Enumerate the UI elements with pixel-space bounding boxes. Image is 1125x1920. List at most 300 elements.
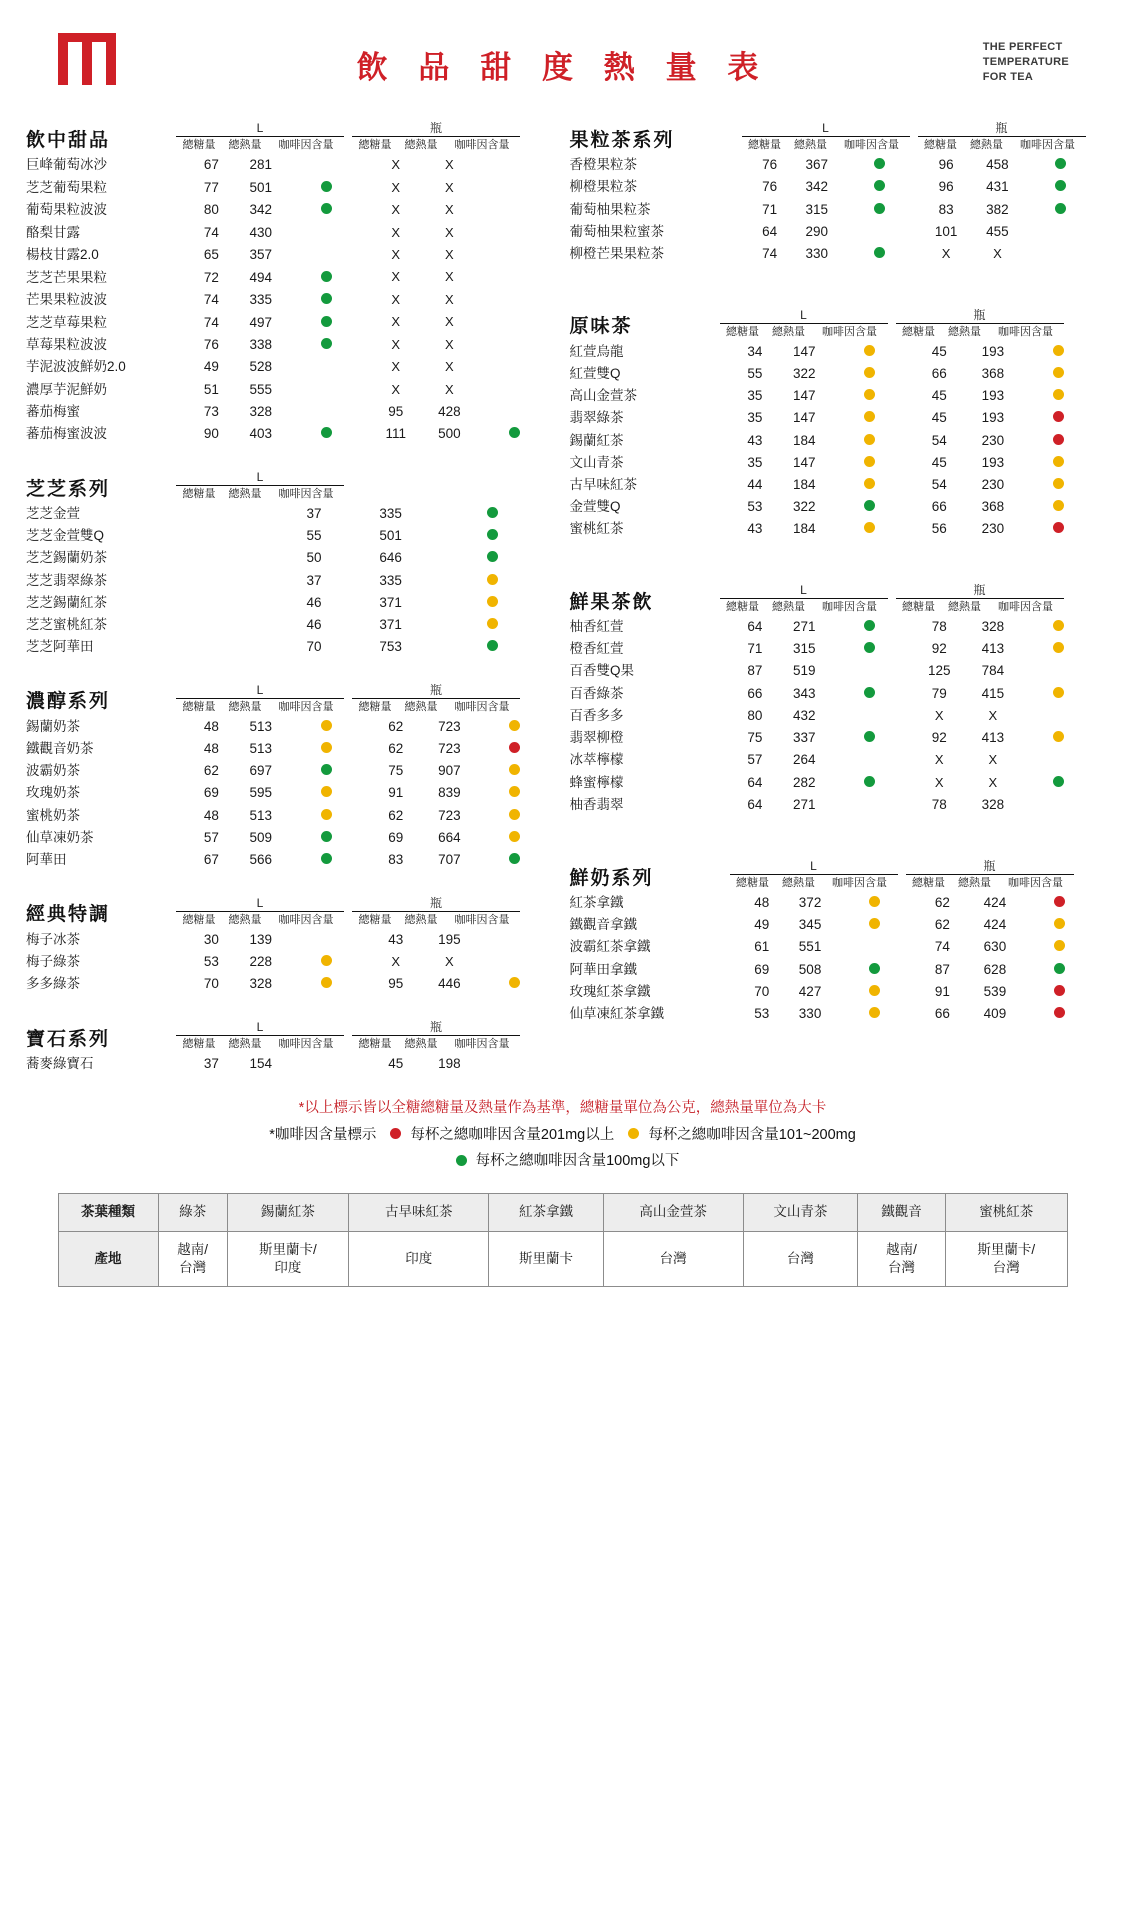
item-calorie-l: 494 bbox=[249, 269, 272, 285]
caffeine-dot-icon bbox=[1055, 158, 1066, 169]
item-name: 芒果果粒波波 bbox=[26, 292, 107, 308]
brand-tagline-line3: FOR TEA bbox=[982, 70, 1034, 83]
item-calorie-l: 281 bbox=[249, 157, 272, 173]
item-sugar-l: 64 bbox=[747, 774, 763, 790]
item-name: 蜂蜜檸檬 bbox=[569, 774, 624, 790]
caffeine-dot-icon bbox=[864, 478, 875, 489]
item-caffeine-bottle bbox=[1019, 892, 1099, 914]
col-header-sugar: 總糖量 bbox=[748, 139, 781, 152]
item-caffeine-l bbox=[285, 288, 366, 310]
table-fruit-grain bbox=[570, 154, 1100, 265]
table-fresh-fruit bbox=[570, 616, 1100, 816]
page-header bbox=[26, 0, 1099, 112]
item-caffeine-l bbox=[429, 547, 556, 569]
item-sugar-l: 35 bbox=[747, 410, 763, 426]
size-group-label: 瓶 bbox=[896, 584, 1064, 599]
not-available: X bbox=[445, 269, 454, 285]
item-calorie-l: 697 bbox=[249, 763, 272, 779]
table-row bbox=[26, 760, 556, 782]
legend-yellow-dot-icon bbox=[628, 1128, 639, 1139]
item-calorie-bottle: 198 bbox=[438, 1056, 461, 1072]
table-row bbox=[26, 715, 556, 737]
item-calorie-bottle: 368 bbox=[981, 499, 1005, 515]
item-caffeine-l bbox=[285, 266, 366, 288]
not-available: X bbox=[391, 953, 401, 969]
item-calorie-l: 338 bbox=[249, 336, 272, 352]
item-calorie-bottle: 455 bbox=[986, 223, 1009, 239]
item-caffeine-bottle bbox=[474, 973, 556, 995]
item-sugar-l: 48 bbox=[203, 741, 219, 757]
item-sugar-bottle: 96 bbox=[938, 157, 954, 173]
caffeine-dot-icon bbox=[869, 1007, 880, 1018]
item-name: 紅萱雙Q bbox=[569, 366, 621, 382]
item-sugar-bottle bbox=[367, 221, 425, 243]
item-calorie-bottle bbox=[425, 288, 474, 310]
section-gem bbox=[26, 1021, 556, 1075]
size-group-label: L bbox=[176, 122, 344, 137]
item-calorie-l: 271 bbox=[792, 797, 816, 813]
not-available: X bbox=[988, 752, 998, 768]
item-name: 文山青茶 bbox=[569, 454, 624, 470]
item-sugar-bottle: 95 bbox=[388, 404, 404, 420]
item-caffeine-l bbox=[285, 154, 366, 176]
item-calorie-bottle: 193 bbox=[981, 410, 1005, 426]
item-caffeine-l bbox=[285, 738, 366, 760]
item-caffeine-bottle bbox=[474, 848, 556, 870]
item-calorie-bottle: 723 bbox=[438, 741, 461, 757]
item-sugar-bottle: 62 bbox=[934, 895, 950, 911]
item-calorie-bottle: 415 bbox=[981, 685, 1005, 701]
table-row bbox=[570, 242, 1100, 264]
not-available: X bbox=[445, 359, 454, 375]
col-header-calorie: 總熱量 bbox=[782, 877, 815, 890]
table-gem bbox=[26, 1053, 556, 1075]
table-row bbox=[26, 973, 556, 995]
item-caffeine-l bbox=[829, 638, 910, 660]
table-row bbox=[26, 221, 556, 243]
not-available: X bbox=[445, 202, 454, 218]
caffeine-dot-icon bbox=[864, 731, 875, 742]
item-caffeine-bottle bbox=[474, 333, 556, 355]
caffeine-dot-icon bbox=[864, 522, 875, 533]
item-sugar-l: 76 bbox=[762, 157, 778, 173]
item-caffeine-l bbox=[285, 928, 366, 950]
caffeine-dot-icon bbox=[487, 529, 498, 540]
caffeine-dot-icon bbox=[321, 293, 332, 304]
item-calorie-bottle bbox=[425, 154, 474, 176]
item-caffeine-bottle bbox=[474, 1053, 556, 1075]
item-sugar-bottle: 66 bbox=[931, 499, 947, 515]
table-row bbox=[570, 616, 1100, 638]
item-sugar-bottle: 78 bbox=[931, 619, 947, 635]
item-caffeine-l bbox=[840, 242, 918, 264]
item-calorie-l: 343 bbox=[792, 685, 816, 701]
item-name: 柚香翡翠 bbox=[569, 797, 624, 813]
item-caffeine-bottle bbox=[1017, 794, 1099, 816]
item-sugar-bottle bbox=[910, 749, 968, 771]
item-name: 芝芝金萱 bbox=[26, 506, 80, 522]
item-calorie-bottle: 458 bbox=[986, 157, 1009, 173]
table-row bbox=[26, 525, 556, 547]
item-calorie-l: 432 bbox=[792, 707, 816, 723]
col-header-calorie: 總熱量 bbox=[970, 139, 1003, 152]
item-name: 仙草凍紅茶拿鐵 bbox=[569, 1005, 664, 1021]
table-row bbox=[26, 244, 556, 266]
not-available: X bbox=[391, 291, 401, 307]
table-row bbox=[26, 1053, 556, 1075]
item-caffeine-l bbox=[829, 771, 910, 793]
not-available: X bbox=[988, 774, 998, 790]
caffeine-dot-icon bbox=[1054, 896, 1065, 907]
item-caffeine-l bbox=[285, 401, 366, 423]
item-sugar-bottle: 96 bbox=[938, 179, 954, 195]
caffeine-dot-icon bbox=[487, 551, 498, 562]
item-sugar-bottle: 92 bbox=[931, 730, 947, 746]
item-calorie-l: 342 bbox=[249, 202, 272, 218]
section-title-nongchun: 濃醇系列 bbox=[26, 691, 111, 713]
col-header-sugar: 總糖量 bbox=[912, 877, 945, 890]
col-header-calorie: 總熱量 bbox=[228, 913, 262, 926]
col-header-sugar: 總糖量 bbox=[182, 700, 216, 713]
item-caffeine-bottle bbox=[1019, 1002, 1099, 1024]
caffeine-dot-icon bbox=[864, 434, 875, 445]
item-caffeine-l bbox=[285, 311, 366, 333]
item-sugar-l: 73 bbox=[203, 404, 219, 420]
item-calorie-l: 147 bbox=[792, 410, 816, 426]
item-caffeine-l bbox=[429, 569, 556, 591]
item-caffeine-bottle bbox=[1017, 385, 1099, 407]
origin-tea-type: 古早味紅茶 bbox=[349, 1194, 489, 1231]
item-sugar-l: 43 bbox=[747, 521, 763, 537]
item-calorie-bottle: 230 bbox=[981, 476, 1005, 492]
item-calorie-l: 228 bbox=[249, 954, 272, 970]
caffeine-dot-icon bbox=[864, 456, 875, 467]
item-calorie-l: 342 bbox=[805, 179, 829, 195]
item-calorie-l: 328 bbox=[249, 404, 272, 420]
item-caffeine-bottle bbox=[474, 199, 556, 221]
origin-place: 越南/ 台灣 bbox=[857, 1231, 945, 1286]
item-caffeine-bottle bbox=[474, 738, 556, 760]
item-calorie-bottle: 230 bbox=[981, 432, 1005, 448]
caffeine-dot-icon bbox=[1053, 522, 1064, 533]
item-sugar-l: 76 bbox=[762, 179, 778, 195]
col-header-calorie: 總熱量 bbox=[228, 700, 262, 713]
caffeine-dot-icon bbox=[1053, 500, 1064, 511]
not-available: X bbox=[391, 314, 401, 330]
col-header-caffeine: 咖啡因含量 bbox=[1020, 139, 1075, 152]
item-caffeine-l bbox=[840, 176, 918, 198]
item-name: 芝芝葡萄果粒 bbox=[26, 179, 107, 195]
item-sugar-bottle: 45 bbox=[931, 454, 947, 470]
item-calorie-bottle: 368 bbox=[981, 366, 1005, 382]
item-sugar-bottle bbox=[910, 704, 968, 726]
caffeine-dot-icon bbox=[487, 618, 498, 629]
table-row bbox=[570, 154, 1100, 176]
caffeine-dot-icon bbox=[869, 896, 880, 907]
item-sugar-l: 69 bbox=[203, 785, 219, 801]
caffeine-dot-icon bbox=[509, 742, 520, 753]
col-header-calorie: 總熱量 bbox=[948, 325, 981, 338]
item-name: 古早味紅茶 bbox=[569, 476, 637, 492]
item-sugar-bottle: 54 bbox=[931, 476, 947, 492]
item-caffeine-bottle bbox=[474, 928, 556, 950]
caffeine-dot-icon bbox=[509, 720, 520, 731]
col-header-sugar: 總糖量 bbox=[358, 913, 392, 926]
not-available: X bbox=[391, 224, 401, 240]
item-name: 錫蘭紅茶 bbox=[569, 432, 624, 448]
item-sugar-bottle: 125 bbox=[927, 663, 951, 679]
item-sugar-l: 64 bbox=[747, 619, 763, 635]
item-calorie-l: 184 bbox=[792, 432, 816, 448]
item-caffeine-l bbox=[285, 221, 366, 243]
table-row bbox=[570, 914, 1100, 936]
item-sugar-l: 35 bbox=[747, 454, 763, 470]
item-calorie-bottle: 628 bbox=[983, 961, 1007, 977]
item-calorie-l: 753 bbox=[379, 639, 402, 655]
item-calorie-bottle bbox=[425, 311, 474, 333]
page-title: 飲 品 甜 度 熱 量 表 bbox=[356, 50, 769, 86]
item-name: 芋泥波波鮮奶2.0 bbox=[26, 359, 126, 375]
item-caffeine-bottle bbox=[474, 401, 556, 423]
item-calorie-l: 345 bbox=[798, 917, 822, 933]
table-row bbox=[26, 826, 556, 848]
table-row bbox=[570, 473, 1100, 495]
table-row bbox=[570, 176, 1100, 198]
caffeine-dot-icon bbox=[1054, 963, 1065, 974]
legend-green-text: 每杯之總咖啡因含量100mg以下 bbox=[475, 1153, 680, 1170]
col-header-caffeine: 咖啡因含量 bbox=[278, 139, 334, 152]
origin-type-row bbox=[58, 1194, 1067, 1231]
item-sugar-l: 43 bbox=[747, 432, 763, 448]
item-calorie-l: 335 bbox=[379, 506, 402, 522]
item-sugar-l: 67 bbox=[203, 851, 219, 867]
item-sugar-bottle: 45 bbox=[931, 388, 947, 404]
right-column bbox=[570, 112, 1100, 1030]
col-header-sugar: 總糖量 bbox=[358, 700, 392, 713]
item-caffeine-bottle bbox=[1017, 682, 1099, 704]
caffeine-dot-icon bbox=[487, 507, 498, 518]
item-caffeine-l bbox=[829, 660, 910, 682]
item-caffeine-l bbox=[840, 198, 918, 220]
size-group-label: L bbox=[720, 584, 888, 599]
item-sugar-bottle: 83 bbox=[938, 201, 954, 217]
not-available: X bbox=[941, 245, 951, 261]
item-calorie-l: 501 bbox=[249, 179, 272, 195]
caffeine-dot-icon bbox=[1053, 367, 1064, 378]
table-row bbox=[26, 950, 556, 972]
item-sugar-bottle: 62 bbox=[388, 741, 404, 757]
item-calorie-l: 322 bbox=[792, 366, 816, 382]
item-sugar-bottle bbox=[367, 333, 425, 355]
item-name: 葡萄果粒波波 bbox=[26, 202, 107, 218]
item-name: 仙草凍奶茶 bbox=[26, 829, 94, 845]
item-name: 柳橙芒果果粒茶 bbox=[569, 245, 664, 261]
table-row bbox=[570, 1002, 1100, 1024]
caffeine-dot-icon bbox=[321, 786, 332, 797]
item-sugar-l: 67 bbox=[203, 157, 219, 173]
table-row bbox=[570, 638, 1100, 660]
item-calorie-l: 371 bbox=[379, 616, 402, 632]
item-name: 翡翠柳橙 bbox=[569, 730, 624, 746]
caffeine-dot-icon bbox=[321, 853, 332, 864]
col-header-calorie: 總熱量 bbox=[404, 1038, 438, 1051]
caffeine-dot-icon bbox=[321, 977, 332, 988]
item-caffeine-l bbox=[829, 407, 910, 429]
brand-tagline bbox=[983, 40, 1069, 85]
brand-tagline-line2: TEMPERATURE bbox=[982, 55, 1069, 68]
item-caffeine-bottle bbox=[1017, 727, 1099, 749]
item-sugar-l: 74 bbox=[203, 224, 219, 240]
caffeine-dot-icon bbox=[321, 831, 332, 842]
table-row bbox=[570, 385, 1100, 407]
item-calorie-l: 509 bbox=[249, 829, 272, 845]
item-caffeine-l bbox=[834, 980, 914, 1002]
col-header-caffeine: 咖啡因含量 bbox=[822, 325, 877, 338]
size-group-label: 瓶 bbox=[352, 684, 520, 699]
not-available: X bbox=[445, 314, 454, 330]
item-caffeine-l bbox=[285, 715, 366, 737]
caffeine-dot-icon bbox=[864, 642, 875, 653]
item-sugar-l: 53 bbox=[747, 499, 763, 515]
not-available: X bbox=[391, 336, 401, 352]
item-calorie-l: 501 bbox=[379, 528, 402, 544]
caffeine-dot-icon bbox=[509, 977, 520, 988]
item-calorie-l: 322 bbox=[792, 499, 816, 515]
section-nongchun bbox=[26, 684, 556, 871]
size-group-label: 瓶 bbox=[906, 860, 1074, 875]
item-name: 錫蘭奶茶 bbox=[26, 718, 80, 734]
item-calorie-bottle: 784 bbox=[981, 663, 1005, 679]
item-calorie-l: 290 bbox=[805, 223, 829, 239]
origin-tea-type: 鐵觀音 bbox=[857, 1194, 945, 1231]
origin-row-header-type: 茶葉種類 bbox=[58, 1194, 158, 1231]
item-name: 柳橙果粒茶 bbox=[569, 179, 637, 195]
not-available: X bbox=[391, 269, 401, 285]
item-sugar-bottle: 111 bbox=[385, 426, 407, 442]
item-caffeine-bottle bbox=[1017, 518, 1099, 540]
item-caffeine-l bbox=[829, 340, 910, 362]
caffeine-dot-icon bbox=[864, 411, 875, 422]
size-group-label: L bbox=[742, 122, 910, 137]
item-calorie-bottle: 839 bbox=[438, 785, 461, 801]
item-calorie-bottle bbox=[425, 221, 474, 243]
item-calorie-bottle bbox=[425, 244, 474, 266]
item-calorie-bottle: 328 bbox=[981, 619, 1005, 635]
caffeine-dot-icon bbox=[321, 742, 332, 753]
item-sugar-l: 66 bbox=[747, 685, 763, 701]
col-header-caffeine: 咖啡因含量 bbox=[822, 601, 877, 614]
item-sugar-bottle bbox=[367, 176, 425, 198]
not-available: X bbox=[445, 179, 454, 195]
item-caffeine-bottle bbox=[1017, 496, 1099, 518]
item-caffeine-l bbox=[834, 914, 914, 936]
item-sugar-bottle bbox=[367, 266, 425, 288]
col-header-calorie: 總熱量 bbox=[958, 877, 991, 890]
item-sugar-bottle: 62 bbox=[388, 718, 404, 734]
item-sugar-bottle bbox=[367, 311, 425, 333]
item-calorie-l: 147 bbox=[792, 343, 816, 359]
caffeine-dot-icon bbox=[1053, 642, 1064, 653]
col-header-caffeine: 咖啡因含量 bbox=[998, 601, 1053, 614]
item-calorie-l: 315 bbox=[792, 641, 816, 657]
item-caffeine-l bbox=[829, 385, 910, 407]
not-available: X bbox=[445, 381, 454, 397]
caffeine-dot-icon bbox=[1053, 434, 1064, 445]
item-calorie-bottle: 195 bbox=[438, 931, 461, 947]
item-calorie-bottle bbox=[425, 266, 474, 288]
caffeine-dot-icon bbox=[874, 203, 885, 214]
item-sugar-l: 34 bbox=[747, 343, 763, 359]
table-row bbox=[26, 333, 556, 355]
item-name: 鐵觀音奶茶 bbox=[26, 741, 94, 757]
item-sugar-bottle: 45 bbox=[931, 343, 947, 359]
item-calorie-bottle bbox=[425, 333, 474, 355]
caffeine-dot-icon bbox=[1055, 203, 1066, 214]
table-row bbox=[570, 451, 1100, 473]
col-header-sugar: 總糖量 bbox=[902, 325, 935, 338]
col-header-sugar: 總糖量 bbox=[924, 139, 957, 152]
item-caffeine-bottle bbox=[1017, 704, 1099, 726]
size-group-label: 瓶 bbox=[918, 122, 1086, 137]
col-header-sugar: 總糖量 bbox=[358, 1038, 392, 1051]
origin-place: 斯里蘭卡/ 印度 bbox=[227, 1231, 348, 1286]
item-name: 波霸紅茶拿鐵 bbox=[569, 939, 651, 955]
item-caffeine-l bbox=[829, 727, 910, 749]
item-sugar-l: 35 bbox=[747, 388, 763, 404]
item-caffeine-l bbox=[829, 616, 910, 638]
item-sugar-l: 49 bbox=[203, 359, 219, 375]
table-drink-dessert bbox=[26, 154, 556, 445]
item-calorie-bottle bbox=[968, 704, 1017, 726]
item-sugar-l: 77 bbox=[203, 179, 219, 195]
col-header-caffeine: 咖啡因含量 bbox=[454, 700, 510, 713]
item-sugar-bottle: 91 bbox=[934, 983, 950, 999]
item-sugar-l: 80 bbox=[747, 707, 763, 723]
table-row bbox=[570, 936, 1100, 958]
not-available: X bbox=[445, 291, 454, 307]
table-row bbox=[26, 288, 556, 310]
item-caffeine-bottle bbox=[1019, 914, 1099, 936]
caffeine-dot-icon bbox=[509, 831, 520, 842]
item-sugar-l: 70 bbox=[754, 983, 770, 999]
item-name: 芝芝芒果果粒 bbox=[26, 269, 107, 285]
item-calorie-l: 555 bbox=[249, 381, 272, 397]
item-caffeine-bottle bbox=[474, 356, 556, 378]
item-name: 芝芝阿華田 bbox=[26, 639, 94, 655]
item-calorie-bottle: 193 bbox=[981, 343, 1005, 359]
item-calorie-l: 513 bbox=[249, 807, 272, 823]
item-sugar-bottle bbox=[918, 242, 973, 264]
item-sugar-bottle: 43 bbox=[388, 931, 404, 947]
item-calorie-l: 430 bbox=[249, 224, 272, 240]
item-calorie-bottle: 664 bbox=[438, 829, 461, 845]
item-sugar-l: 30 bbox=[203, 931, 219, 947]
not-available: X bbox=[934, 752, 944, 768]
size-group-label: 瓶 bbox=[352, 122, 520, 137]
table-row bbox=[570, 429, 1100, 451]
item-calorie-l: 595 bbox=[249, 785, 272, 801]
caffeine-dot-icon bbox=[1053, 411, 1064, 422]
not-available: X bbox=[391, 359, 401, 375]
item-calorie-bottle bbox=[968, 749, 1017, 771]
col-header-caffeine: 咖啡因含量 bbox=[278, 488, 334, 501]
menu-columns bbox=[26, 112, 1099, 1081]
table-fresh-milk bbox=[570, 892, 1100, 1025]
item-name: 阿華田拿鐵 bbox=[569, 961, 637, 977]
item-calorie-l: 315 bbox=[805, 201, 829, 217]
item-calorie-l: 154 bbox=[249, 1056, 272, 1072]
item-caffeine-l bbox=[829, 363, 910, 385]
